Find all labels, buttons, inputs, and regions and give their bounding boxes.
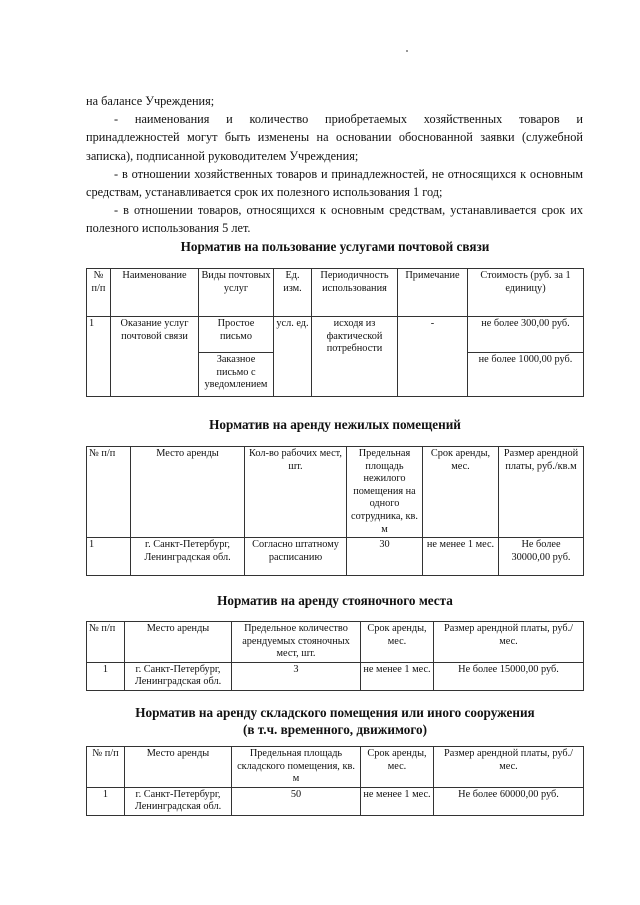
cell-term: не менее 1 мес. bbox=[423, 538, 499, 576]
cell-cost: не более 1000,00 руб. bbox=[468, 353, 584, 397]
cell-cost: не более 300,00 руб. bbox=[468, 317, 584, 353]
cell-unit: усл. ед. bbox=[274, 317, 312, 397]
header-cell: № п/п bbox=[87, 269, 111, 317]
header-cell: Предельная площадь нежилого помещения на одного сотрудника, кв. м bbox=[347, 447, 423, 538]
cell-rent: Не более 15000,00 руб. bbox=[434, 662, 584, 690]
warehouse-title-line-1: Норматив на аренду складского помещения или иного сооружения bbox=[135, 705, 535, 720]
header-cell: Предельная площадь складского помещения, кв. м bbox=[232, 747, 361, 788]
header-cell: Ед. изм. bbox=[274, 269, 312, 317]
cell-place: г. Санкт-Петербург, Ленинградская обл. bbox=[131, 538, 245, 576]
header-cell: № п/п bbox=[87, 622, 125, 663]
intro-text bbox=[86, 92, 583, 238]
table-header-row bbox=[87, 747, 584, 788]
table-row bbox=[87, 317, 584, 353]
header-cell: Размер арендной платы, руб./кв.м bbox=[499, 447, 584, 538]
header-cell: № п/п bbox=[87, 447, 131, 538]
premises-title: Норматив на аренду нежилых помещений bbox=[209, 417, 461, 432]
cell-workplaces: Согласно штатному расписанию bbox=[245, 538, 347, 576]
warehouse-title-line-2: (в т.ч. временного, движимого) bbox=[242, 722, 427, 737]
cell-type: Заказное письмо с уведомлением bbox=[199, 353, 274, 397]
intro-line-1: на балансе Учреждения; bbox=[86, 94, 215, 108]
header-cell: Размер арендной платы, руб./мес. bbox=[434, 622, 584, 663]
header-cell: Место аренды bbox=[125, 747, 232, 788]
parking-title: Норматив на аренду стояночного места bbox=[217, 593, 453, 608]
cell-number: 1 bbox=[87, 662, 125, 690]
table-row bbox=[87, 662, 584, 690]
cell-term: не менее 1 мес. bbox=[361, 662, 434, 690]
cell-type: Простое письмо bbox=[199, 317, 274, 353]
scan-speck bbox=[406, 50, 408, 52]
table-row bbox=[87, 787, 584, 815]
cell-number: 1 bbox=[87, 317, 111, 397]
header-cell: Место аренды bbox=[131, 447, 245, 538]
header-cell: Наименование bbox=[111, 269, 199, 317]
intro-item-2: - в отношении хозяйственных товаров и принадлежностей, не относящихся к основным средствам, устанавливается срок их полезного использования 1 год; bbox=[86, 166, 583, 200]
table-header-row bbox=[87, 622, 584, 663]
intro-item-3: - в отношении товаров, относящихся к основным средствам, устанавливается срок их полезного использования 5 лет. bbox=[86, 203, 583, 236]
header-cell: Срок аренды, мес. bbox=[423, 447, 499, 538]
table-header-row bbox=[87, 269, 584, 317]
premises-table bbox=[86, 446, 584, 576]
header-cell: Срок аренды, мес. bbox=[361, 747, 434, 788]
header-cell: Срок аренды, мес. bbox=[361, 622, 434, 663]
cell-area: 50 bbox=[232, 787, 361, 815]
header-cell: № п/п bbox=[87, 747, 125, 788]
warehouse-table bbox=[86, 746, 584, 816]
table-header-row bbox=[87, 447, 584, 538]
header-cell: Стоимость (руб. за 1 единицу) bbox=[468, 269, 584, 317]
cell-area: 30 bbox=[347, 538, 423, 576]
header-cell: Периодичность использования bbox=[312, 269, 398, 317]
header-cell: Кол-во рабочих мест, шт. bbox=[245, 447, 347, 538]
header-cell: Примечание bbox=[398, 269, 468, 317]
header-cell: Виды почтовых услуг bbox=[199, 269, 274, 317]
parking-table bbox=[86, 621, 584, 691]
cell-quantity: 3 bbox=[232, 662, 361, 690]
cell-term: не менее 1 мес. bbox=[361, 787, 434, 815]
cell-place: г. Санкт-Петербург, Ленинградская обл. bbox=[125, 662, 232, 690]
cell-number: 1 bbox=[87, 787, 125, 815]
table-row bbox=[87, 538, 584, 576]
postal-table bbox=[86, 268, 584, 397]
header-cell: Место аренды bbox=[125, 622, 232, 663]
cell-note: - bbox=[398, 317, 468, 397]
cell-rent: Не более 60000,00 руб. bbox=[434, 787, 584, 815]
cell-number: 1 bbox=[87, 538, 131, 576]
warehouse-title bbox=[60, 704, 610, 738]
intro-item-1: - наименования и количество приобретаемых хозяйственных товаров и принадлежностей могут быть изменены на основании обоснованной заявки (служебной записка), подписанной руководителем Учреждения; bbox=[86, 112, 583, 163]
cell-name: Оказание услуг почтовой связи bbox=[111, 317, 199, 397]
header-cell: Предельное количество арендуемых стояночных мест, шт. bbox=[232, 622, 361, 663]
cell-period: исходя из фактической потребности bbox=[312, 317, 398, 397]
cell-rent: Не более 30000,00 руб. bbox=[499, 538, 584, 576]
postal-title: Норматив на пользование услугами почтовой связи bbox=[180, 239, 490, 254]
cell-place: г. Санкт-Петербург, Ленинградская обл. bbox=[125, 787, 232, 815]
header-cell: Размер арендной платы, руб./мес. bbox=[434, 747, 584, 788]
